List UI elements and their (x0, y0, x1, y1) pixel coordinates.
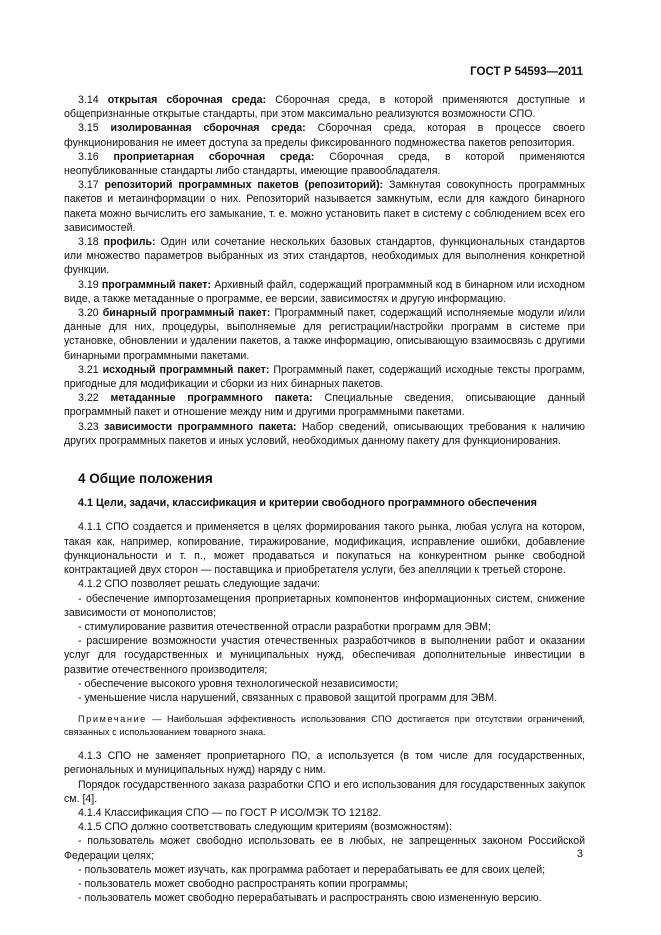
definition-text: Специальные сведения, описывающие данный программный пакет и отношение между ним и другими программными пакетами. (64, 392, 586, 419)
paragraph-4-1-5: 4.1.5 СПО должно соответствовать следующим критериям (возможностям): (78, 821, 452, 834)
list-item: - пользователь может свободно использовать ее в любых, не запрещенных законом Российской Федерации целях; (64, 835, 585, 862)
definition-term: программный пакет: (101, 278, 211, 291)
list-item: - обеспечение импортозамещения проприетарных компонентов информационных систем, снижение зависимости от монополистов; (64, 592, 585, 619)
tasks-list (64, 592, 585, 706)
definition-term: открытая сборочная среда: (107, 94, 267, 106)
definition-text: Набор сведений, описывающих требования к наличию других программных пакетов и иных условий, необходимых данному пакету для функционирования. (64, 420, 586, 447)
definition-3-14 (64, 93, 585, 121)
paragraph-4-1-3: 4.1.3 СПО не заменяет проприетарного ПО, а используется (в том числе для государственных, региональных и муниципальных нужд) наряду с ним. (64, 750, 585, 777)
definition-3-17 (64, 178, 585, 235)
definition-number: 3.17 (78, 179, 99, 192)
list-item: - уменьшение числа нарушений, связанных с правовой защитой программ для ЭВМ. (78, 691, 498, 704)
definitions-list (64, 93, 585, 448)
paragraph-4-1-4: 4.1.4 Классификация СПО — по ГОСТ Р ИСО/МЭК ТО 12182. (78, 806, 382, 819)
definition-3-21 (64, 363, 585, 391)
definition-term: репозиторий программных пакетов (репозиторий): (104, 179, 384, 192)
paragraph-4-1-2: 4.1.2 СПО позволяет решать следующие задачи: (78, 578, 320, 591)
list-item: - пользователь может свободно распространять копии программы; (78, 877, 408, 890)
definition-3-20 (64, 306, 585, 363)
definition-number: 3.21 (78, 363, 99, 376)
definition-term: профиль: (103, 236, 156, 249)
document-id-header: ГОСТ Р 54593—2011 (470, 66, 583, 78)
definition-number: 3.19 (78, 278, 99, 291)
definition-number: 3.23 (78, 420, 99, 433)
criteria-list (64, 834, 585, 905)
note-text: — Наибольшая эффективность использования СПО достигается при отсутствии ограничений, связанных с использованием товарного знака. (64, 714, 585, 738)
definition-3-16 (64, 150, 585, 178)
definition-3-23 (64, 420, 585, 448)
list-item: - пользователь может изучать, как программа работает и перерабатывать ее для своих целей; (78, 863, 546, 876)
definition-number: 3.15 (78, 122, 99, 135)
section-4-1-title: 4.1 Цели, задачи, классификация и критерии свободного программного обеспечения (78, 497, 537, 510)
definition-term: исходный программный пакет: (102, 363, 270, 376)
list-item: - обеспечение высокого уровня технологической независимости; (78, 677, 399, 690)
definition-text: Сборочная среда, которая в процессе своего функционирования не имеет доступа за пределы фиксированного подмножества пакетов репозитория. (64, 122, 585, 149)
note-label: Примечание (78, 714, 147, 725)
definition-text: Программный пакет, содержащий исходные тексты программ, пригодные для модификации и сборки из них бинарных пакетов. (64, 363, 585, 391)
definition-term: зависимости программного пакета: (104, 420, 297, 433)
note (64, 713, 585, 739)
definition-3-15 (64, 121, 585, 149)
paragraph-4-1-1: 4.1.1 СПО создается и применяется в целях формирования такого рынка, любая услуга на котором, такая как, например, копирование, тиражирование, модификация, исправление ошибки, добавление функциональности и т. п., может продаваться и покупаться на конкурентном рынке свободной контрактацией двух сторон — поставщика и приобретателя услуги, без апелляции к третьей стороне. (64, 521, 585, 577)
section-4-title: 4 Общие положения (78, 471, 213, 487)
definition-text: Программный пакет, содержащий исполняемые модули и/или данные для них, процедуры, выполняемые для регистрации/настройки программ в системе при установке, обновлении и удалении пакетов, а также информацию, описывающую взаимосвязь с другими бинарными программными пакетами. (64, 307, 586, 362)
definition-text: Архивный файл, содержащий программный код в бинарном или исходном виде, а также метаданные о программе, ее версии, зависимостях и другую информацию. (64, 278, 585, 305)
definition-text: Замкнутая совокупность программных пакетов и метаинформации о них. Репозиторий называется замкнутым, если для каждого бинарного пакета можно вычислить его замыкание, т. е. можно установить пакет в систему с соблюдением всех его зависимостей. (64, 179, 585, 234)
definition-number: 3.22 (78, 392, 99, 405)
definition-term: метаданные программного пакета: (110, 392, 313, 405)
document-body (64, 93, 585, 905)
definition-number: 3.16 (78, 150, 99, 163)
definition-term: бинарный программный пакет: (102, 307, 271, 320)
page-number: 3 (576, 848, 583, 860)
definition-text: Один или сочетание нескольких базовых стандартов, функциональных стандартов или множество параметров выбранных из этих стандартов, необходимых для выполнения конкретной функции. (64, 236, 585, 277)
definition-3-18 (64, 235, 585, 278)
list-item: - пользователь может свободно перерабатывать и распространять свою измененную версию. (78, 892, 542, 905)
definition-number: 3.18 (78, 236, 99, 249)
definition-term: изолированная сборочная среда: (110, 122, 306, 135)
list-item: - расширение возможности участия отечественных разработчиков в выполнении работ и оказании услуг для государственных и муниципальных нужд, обеспечивая дополнительные инвестиции в развитие отечественного производителя; (64, 635, 585, 676)
definition-number: 3.14 (78, 94, 99, 106)
definition-3-19 (64, 278, 585, 306)
definition-3-22 (64, 391, 585, 419)
paragraph-4-1-3-b: Порядок государственного заказа разработки СПО и его использования для государственных закупок см. [4]. (64, 778, 585, 805)
definition-text: Сборочная среда, в которой применяются доступные и общепризнанные открытые стандарты, при этом максимально реализуются возможности СПО. (64, 94, 586, 121)
definition-number: 3.20 (78, 307, 99, 320)
definition-text: Сборочная среда, в которой применяются неопубликованные стандарты либо стандарты, имеющие правообладателя. (64, 150, 585, 178)
definition-term: проприетарная сборочная среда: (113, 150, 315, 163)
list-item: - стимулирование развития отечественной отрасли разработки программ для ЭВМ; (78, 620, 491, 633)
